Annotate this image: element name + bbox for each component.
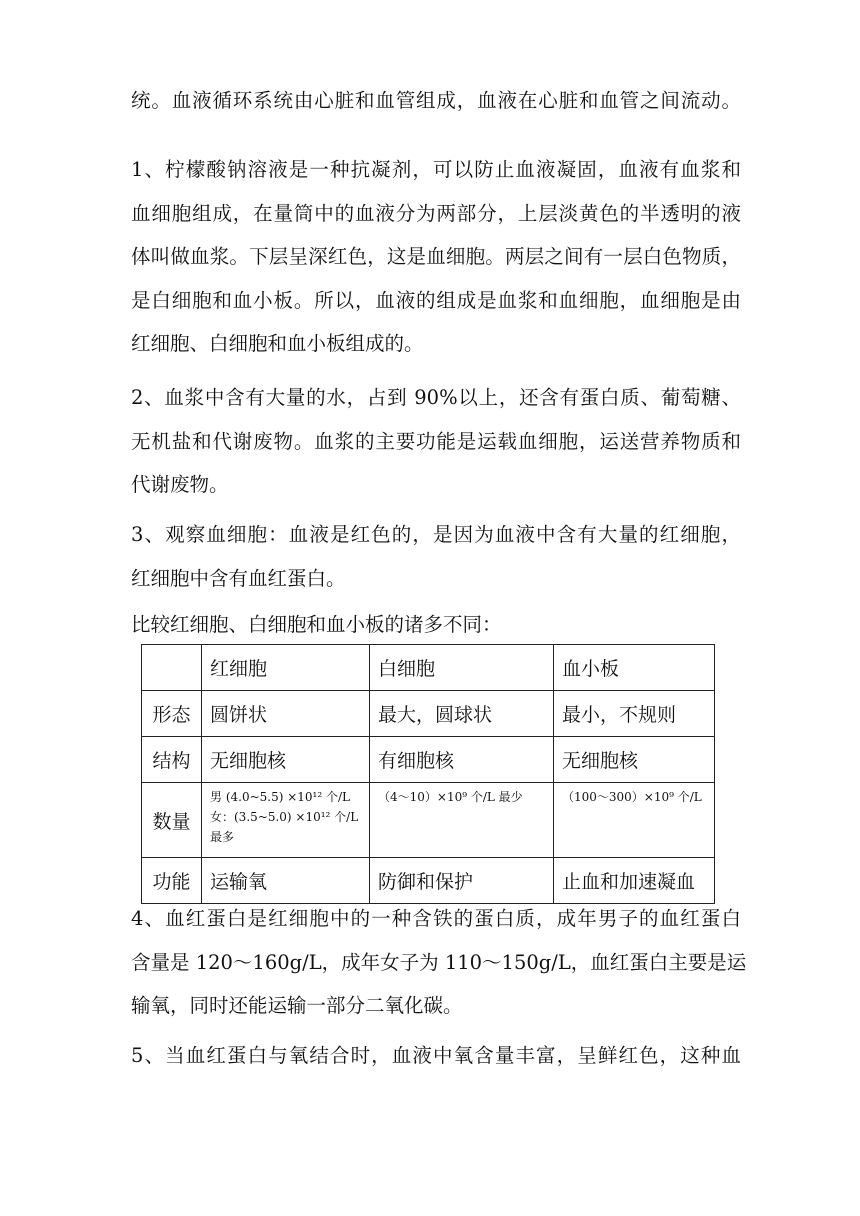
table-cell: 圆饼状 [202, 691, 370, 737]
table-header-cell: 血小板 [554, 645, 715, 691]
table-row [142, 691, 715, 737]
text-line: 是白细胞和血小板。所以，血液的组成是血浆和血细胞，血细胞是由 [131, 288, 741, 312]
text-line: 无机盐和代谢废物。血浆的主要功能是运载血细胞，运送营养物质和 [131, 429, 741, 453]
text-line: 1、柠檬酸钠溶液是一种抗凝剂，可以防止血液凝固，血液有血浆和 [131, 158, 741, 181]
text-line: 5、当血红蛋白与氧结合时，血液中氧含量丰富，呈鲜红色，这种血 [131, 1044, 741, 1067]
paragraph-4 [131, 897, 747, 1028]
table-cell: 运输氧 [202, 858, 370, 904]
table-cell: （4～10）×10⁹ 个/L 最少 [370, 783, 554, 858]
text-line: 含量是 120～160g/L，成年女子为 110～150g/L，血红蛋白主要是运 [131, 950, 747, 974]
row-label: 结构 [142, 737, 202, 783]
text-line: 红细胞中含有血红蛋白。 [131, 566, 346, 590]
table-cell: 有细胞核 [370, 737, 554, 783]
text-line: 体叫做血浆。下层呈深红色，这是血细胞。两层之间有一层白色物质， [131, 245, 741, 268]
table-row [142, 783, 715, 858]
row-label: 数量 [142, 783, 202, 858]
text-line: 输氧，同时还能运输一部分二氧化碳。 [131, 994, 463, 1017]
table-cell: （100～300）×10⁹ 个/L [554, 783, 715, 858]
text-line: 2、血浆中含有大量的水，占到 90%以上，还含有蛋白质、葡萄糖、 [131, 386, 741, 409]
text-line: 红细胞、白细胞和血小板组成的。 [131, 332, 424, 355]
row-label: 功能 [142, 858, 202, 904]
paragraph-intro [131, 79, 741, 123]
paragraph-3 [131, 513, 741, 600]
table-cell: 最小，不规则 [554, 691, 715, 737]
table-cell: 无细胞核 [554, 737, 715, 783]
table-row [142, 737, 715, 783]
row-label: 形态 [142, 691, 202, 737]
paragraph-2 [131, 376, 741, 507]
text-line: 比较红细胞、白细胞和血小板的诸多不同： [131, 613, 502, 636]
text-line: 3、观察血细胞：血液是红色的，是因为血液中含有大量的红细胞， [131, 523, 741, 546]
text-line: 血细胞组成，在量筒中的血液分为两部分，上层淡黄色的半透明的液 [131, 201, 741, 225]
table-cell: 最大，圆球状 [370, 691, 554, 737]
table-cell: 防御和保护 [370, 858, 554, 904]
text-line: 代谢废物。 [131, 473, 229, 496]
table-cell: 男 (4.0~5.5) ×10¹² 个/L 女：(3.5~5.0) ×10¹² 个/L 最多 [202, 783, 370, 858]
text-line: 统。血液循环系统由心脏和血管组成，血液在心脏和血管之间流动。 [131, 89, 741, 112]
table-cell: 止血和加速凝血 [554, 858, 715, 904]
paragraph-1 [131, 148, 741, 366]
paragraph-5 [131, 1034, 741, 1078]
table-header-cell: 红细胞 [202, 645, 370, 691]
table-cell: 无细胞核 [202, 737, 370, 783]
table-header-cell: 白细胞 [370, 645, 554, 691]
table-header-cell [142, 645, 202, 691]
comparison-table [141, 644, 715, 904]
text-line: 4、血红蛋白是红细胞中的一种含铁的蛋白质，成年男子的血红蛋白 [131, 907, 741, 930]
table-caption [131, 603, 741, 647]
table-header-row [142, 645, 715, 691]
